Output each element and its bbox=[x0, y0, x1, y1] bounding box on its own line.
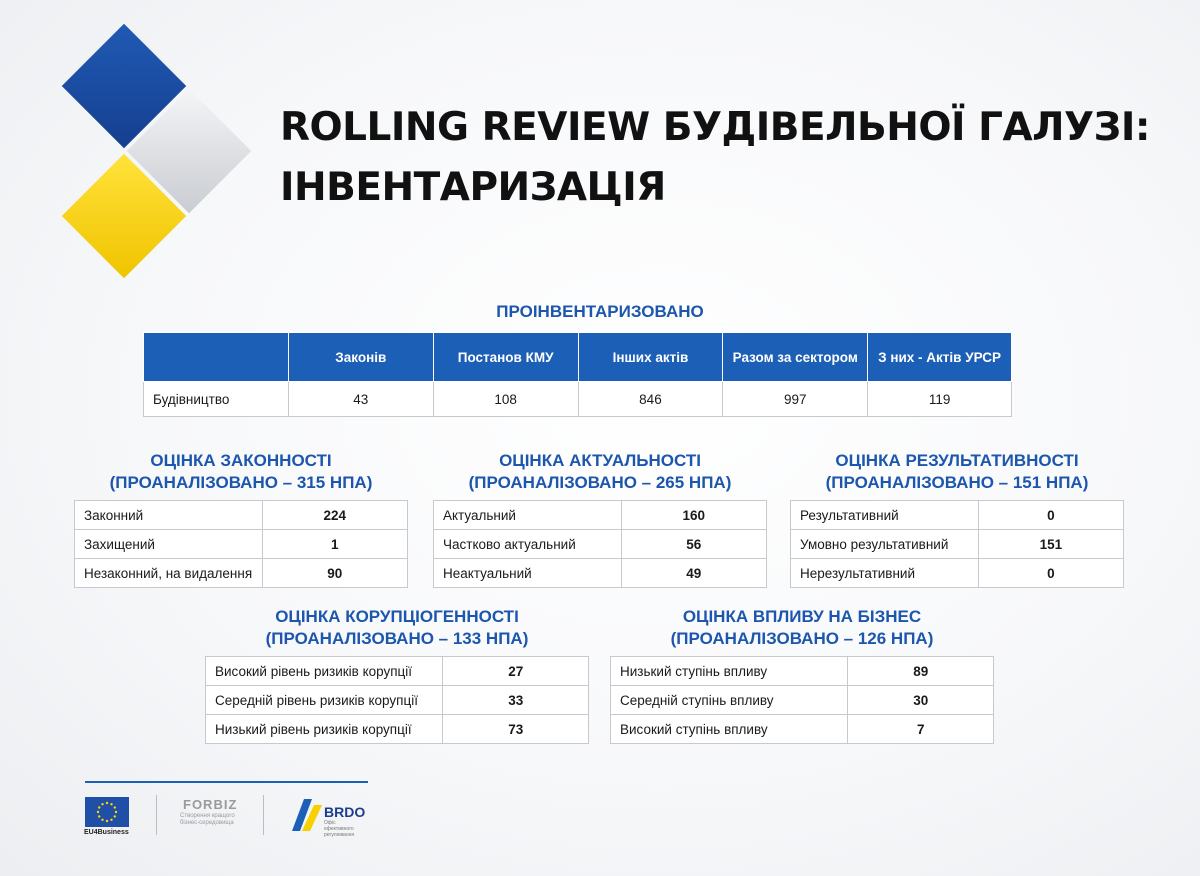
footer-separator bbox=[263, 795, 264, 835]
brdo-logo: BRDO bbox=[324, 804, 366, 820]
relevance-heading-line1: ОЦІНКА АКТУАЛЬНОСТІ bbox=[499, 451, 701, 470]
business-heading-line2: (ПРОАНАЛІЗОВАНО – 126 НПА) bbox=[670, 629, 934, 648]
brdo-logo-icon bbox=[288, 793, 324, 833]
effectiveness-heading bbox=[790, 450, 1124, 494]
table-row bbox=[206, 657, 589, 686]
inventory-col-header bbox=[144, 333, 289, 382]
brdo-tagline: Офіс ефективного регулювання bbox=[324, 820, 355, 838]
row-label: Середній рівень ризиків корупції bbox=[206, 686, 443, 715]
inventory-cell: 846 bbox=[578, 382, 723, 417]
row-label: Низький ступінь впливу bbox=[611, 657, 848, 686]
legality-heading bbox=[74, 450, 408, 494]
corruption-heading-line2: (ПРОАНАЛІЗОВАНО – 133 НПА) bbox=[265, 629, 529, 648]
inventory-row-label: Будівництво bbox=[144, 382, 289, 417]
legality-heading-line2: (ПРОАНАЛІЗОВАНО – 315 НПА) bbox=[109, 473, 373, 492]
inventory-col-header: Разом за сектором bbox=[723, 333, 868, 382]
legality-heading-line1: ОЦІНКА ЗАКОННОСТІ bbox=[150, 451, 332, 470]
forbiz-logo: FORBIZ bbox=[183, 797, 238, 812]
page-title-line2: ІНВЕНТАРИЗАЦІЯ bbox=[280, 165, 666, 210]
corruption-heading-line1: ОЦІНКА КОРУПЦІОГЕННОСТІ bbox=[275, 607, 519, 626]
table-row bbox=[206, 715, 589, 744]
row-value: 0 bbox=[978, 501, 1123, 530]
row-value: 56 bbox=[621, 530, 766, 559]
table-row bbox=[75, 501, 408, 530]
page-title bbox=[280, 98, 1150, 218]
inventory-cell: 43 bbox=[288, 382, 433, 417]
row-value: 89 bbox=[848, 657, 994, 686]
inventory-data-row bbox=[144, 382, 1012, 417]
table-row bbox=[611, 686, 994, 715]
inventory-col-header: Постанов КМУ bbox=[433, 333, 578, 382]
row-value: 0 bbox=[978, 559, 1123, 588]
table-row bbox=[611, 715, 994, 744]
inventory-cell: 119 bbox=[868, 382, 1012, 417]
row-label: Актуальний bbox=[434, 501, 622, 530]
inventory-cell: 997 bbox=[723, 382, 868, 417]
row-label: Неактуальний bbox=[434, 559, 622, 588]
row-value: 33 bbox=[443, 686, 589, 715]
table-row bbox=[434, 530, 767, 559]
table-row bbox=[791, 559, 1124, 588]
row-label: Нерезультативний bbox=[791, 559, 979, 588]
row-value: 73 bbox=[443, 715, 589, 744]
row-label: Високий рівень ризиків корупції bbox=[206, 657, 443, 686]
row-value: 49 bbox=[621, 559, 766, 588]
row-label: Середній ступінь впливу bbox=[611, 686, 848, 715]
legality-table bbox=[74, 500, 408, 588]
eu4business-label: EU4Business bbox=[84, 829, 129, 836]
table-row bbox=[791, 501, 1124, 530]
relevance-table bbox=[433, 500, 767, 588]
forbiz-tagline: Створення кращого бізнес-середовища bbox=[180, 813, 235, 826]
inventory-col-header: З них - Актів УРСР bbox=[868, 333, 1012, 382]
table-row bbox=[791, 530, 1124, 559]
effectiveness-table bbox=[790, 500, 1124, 588]
row-value: 224 bbox=[262, 501, 407, 530]
table-row bbox=[611, 657, 994, 686]
row-label: Низький рівень ризиків корупції bbox=[206, 715, 443, 744]
effectiveness-heading-line2: (ПРОАНАЛІЗОВАНО – 151 НПА) bbox=[825, 473, 1089, 492]
relevance-heading bbox=[433, 450, 767, 494]
row-value: 27 bbox=[443, 657, 589, 686]
row-label: Умовно результативний bbox=[791, 530, 979, 559]
row-value: 151 bbox=[978, 530, 1123, 559]
page-title-line1: ROLLING REVIEW БУДІВЕЛЬНОЇ ГАЛУЗІ: bbox=[280, 105, 1150, 150]
row-value: 160 bbox=[621, 501, 766, 530]
business-table bbox=[610, 656, 994, 744]
row-label: Результативний bbox=[791, 501, 979, 530]
row-label: Незаконний, на видалення bbox=[75, 559, 263, 588]
row-label: Високий ступінь впливу bbox=[611, 715, 848, 744]
inventory-table bbox=[143, 332, 1012, 417]
table-row bbox=[75, 559, 408, 588]
footer-separator bbox=[156, 795, 157, 835]
inventory-col-header: Законів bbox=[288, 333, 433, 382]
inventory-col-header: Інших актів bbox=[578, 333, 723, 382]
eu-flag-icon bbox=[85, 797, 129, 827]
row-value: 7 bbox=[848, 715, 994, 744]
table-row bbox=[75, 530, 408, 559]
business-heading bbox=[610, 606, 994, 650]
inventory-heading: ПРОІНВЕНТАРИЗОВАНО bbox=[496, 302, 704, 321]
row-label: Частково актуальний bbox=[434, 530, 622, 559]
relevance-heading-line2: (ПРОАНАЛІЗОВАНО – 265 НПА) bbox=[468, 473, 732, 492]
table-row bbox=[206, 686, 589, 715]
row-value: 1 bbox=[262, 530, 407, 559]
inventory-header-row bbox=[144, 333, 1012, 382]
table-row bbox=[434, 501, 767, 530]
row-value: 30 bbox=[848, 686, 994, 715]
corruption-heading bbox=[205, 606, 589, 650]
effectiveness-heading-line1: ОЦІНКА РЕЗУЛЬТАТИВНОСТІ bbox=[835, 451, 1079, 470]
corruption-table bbox=[205, 656, 589, 744]
row-label: Законний bbox=[75, 501, 263, 530]
footer-divider bbox=[85, 781, 368, 783]
business-heading-line1: ОЦІНКА ВПЛИВУ НА БІЗНЕС bbox=[682, 607, 922, 626]
row-value: 90 bbox=[262, 559, 407, 588]
table-row bbox=[434, 559, 767, 588]
inventory-cell: 108 bbox=[433, 382, 578, 417]
row-label: Захищений bbox=[75, 530, 263, 559]
